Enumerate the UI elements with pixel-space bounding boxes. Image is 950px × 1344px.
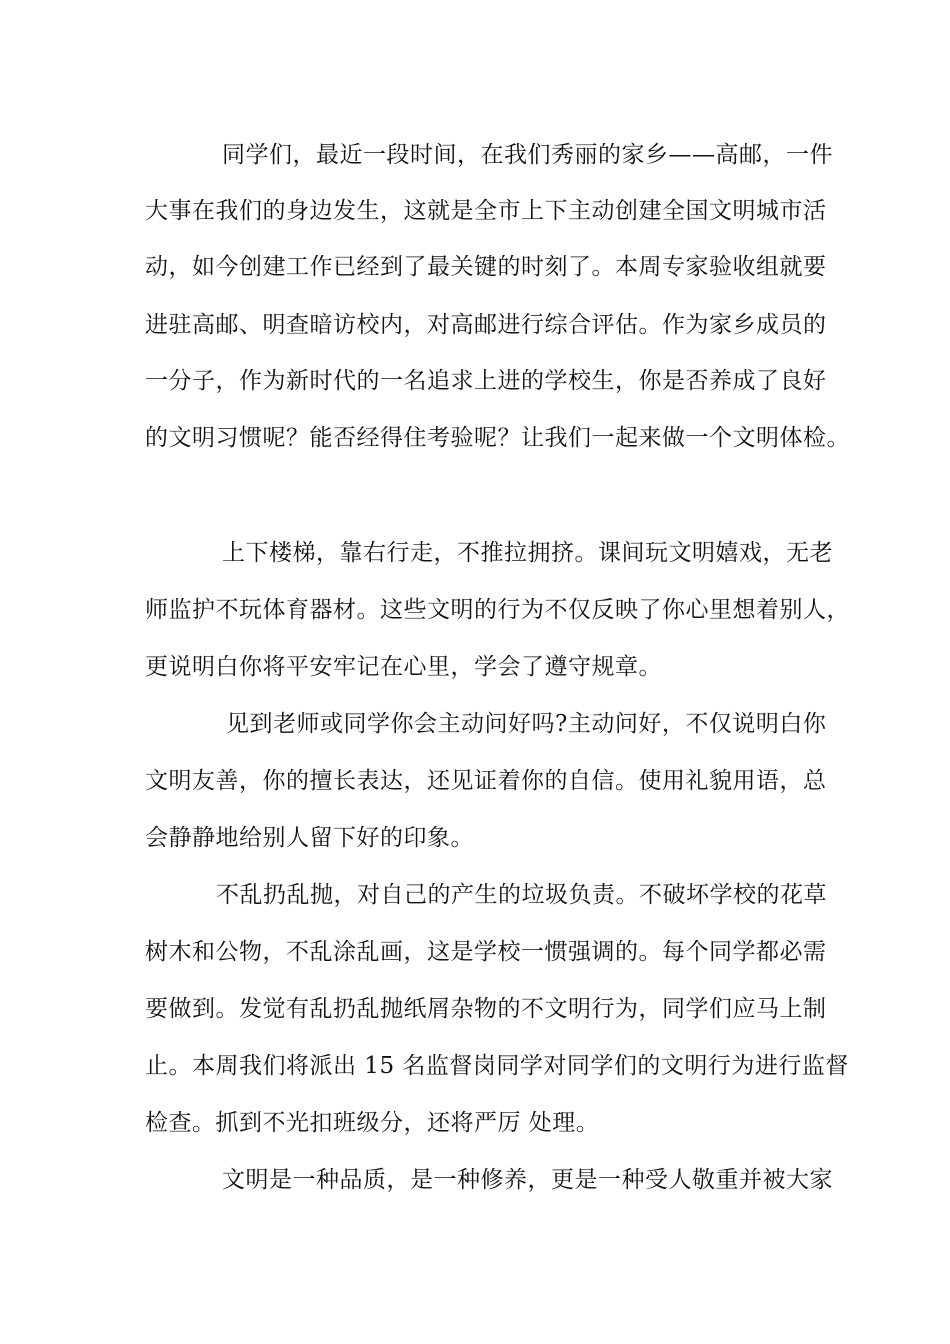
paragraph-4-line-5: 检查。抓到不光扣班级分，还将严厉 处理。 xyxy=(145,1110,600,1136)
paragraph-3-line-1: 见到老师或同学你会主动问好吗?主动问好，不仅说明白你 xyxy=(226,711,827,737)
paragraph-2-line-2: 师监护不玩体育器材。这些文明的行为不仅反映了你心里想着别人， xyxy=(145,597,850,623)
paragraph-4-line-4: 止。本周我们将派出 15 名监督岗同学对同学们的文明行为进行监督 xyxy=(145,1053,849,1079)
paragraph-1-line-3: 动，如今创建工作已经到了最关键的时刻了。本周专家验收组就要 xyxy=(145,254,827,280)
paragraph-1-line-4: 进驻高邮、明查暗访校内，对高邮进行综合评估。作为家乡成员的 xyxy=(145,312,827,338)
paragraph-3-line-2: 文明友善，你的擅长表达，还见证着你的自信。使用礼貌用语，总 xyxy=(145,768,827,794)
paragraph-1-line-6: 的文明习惯呢？能否经得住考验呢？让我们一起来做一个文明体检。 xyxy=(145,425,850,451)
paragraph-5-line-1: 文明是一种品质，是一种修养，更是一种受人敬重并被大家 xyxy=(222,1167,833,1193)
paragraph-4-line-2: 树木和公物，不乱涂乱画，这是学校一惯强调的。每个同学都必需 xyxy=(145,939,827,965)
paragraph-4-line-1: 不乱扔乱抛，对自己的产生的垃圾负责。不破坏学校的花草 xyxy=(216,882,827,908)
paragraph-2-line-3: 更说明白你将平安牢记在心里，学会了遵守规章。 xyxy=(145,654,662,680)
paragraph-1-line-1: 同学们，最近一段时间，在我们秀丽的家乡——高邮，一件 xyxy=(222,142,833,168)
paragraph-4-line-3: 要做到。发觉有乱扔乱抛纸屑杂物的不文明行为，同学们应马上制 xyxy=(145,996,827,1022)
paragraph-1-line-2: 大事在我们的身边发生，这就是全市上下主动创建全国文明城市活 xyxy=(145,198,827,224)
paragraph-2-line-1: 上下楼梯，靠右行走，不推拉拥挤。课间玩文明嬉戏，无老 xyxy=(222,540,833,566)
paragraph-3-line-3: 会静静地给别人留下好的印象。 xyxy=(145,825,474,851)
paragraph-1-line-5: 一分子，作为新时代的一名追求上进的学校生，你是否养成了良好 xyxy=(145,368,827,394)
